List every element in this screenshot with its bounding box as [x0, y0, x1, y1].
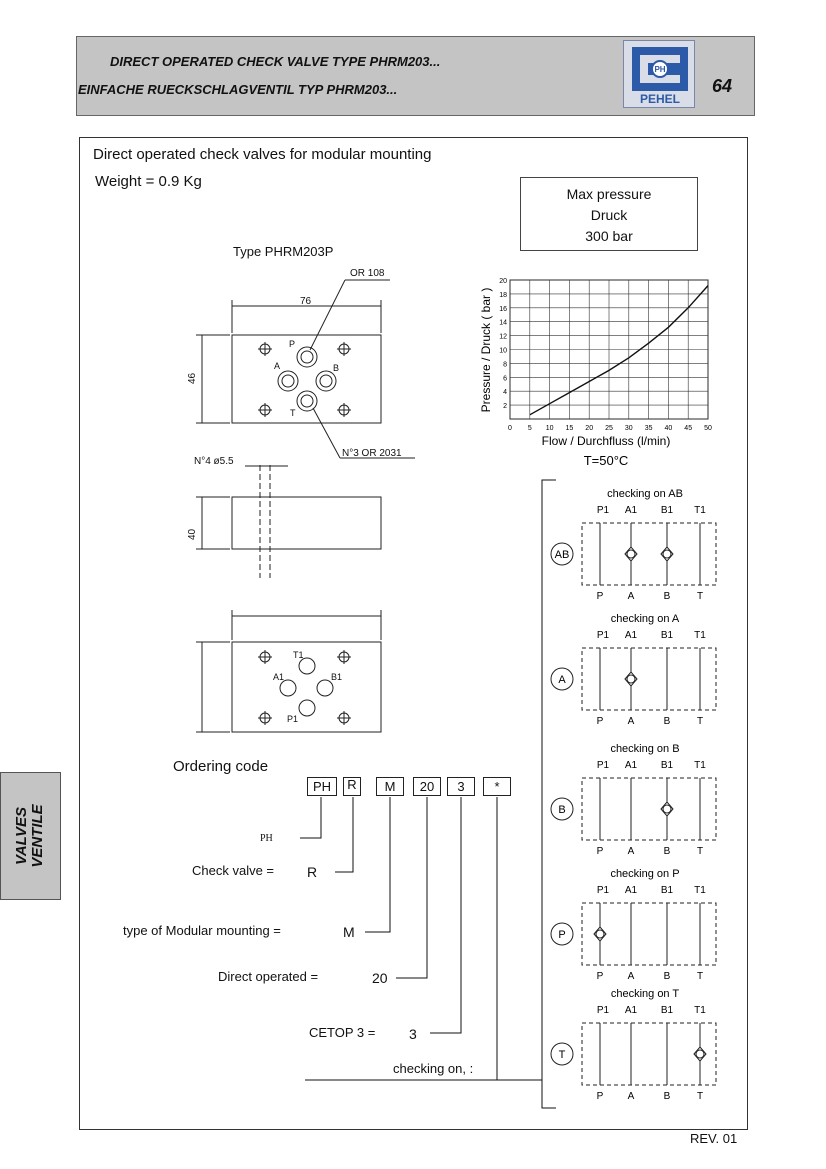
chart-x-tick-label: 20	[585, 425, 594, 432]
scheme-code-label: AB	[554, 549, 570, 561]
code-box-2: R	[343, 777, 361, 796]
scheme-port-bottom: A	[627, 846, 635, 857]
tab-line-1: VALVES	[13, 806, 30, 866]
port-a: A	[274, 361, 281, 371]
scheme-port-bottom: B	[663, 1091, 671, 1102]
scheme-port-bottom: T	[696, 846, 704, 857]
ordering-title: Ordering code	[173, 758, 269, 775]
port-t: T	[290, 408, 296, 418]
scheme-port-top: A1	[624, 630, 638, 641]
port-p: P	[289, 339, 296, 349]
scheme-b	[551, 743, 716, 857]
scheme-port-top: T1	[694, 630, 706, 641]
scheme-p	[551, 868, 716, 982]
scheme-port-bottom: P	[596, 971, 604, 982]
scheme-port-top: T1	[694, 885, 706, 896]
holes-label: N°4 ø5.5	[194, 456, 234, 467]
scheme-port-top: B1	[660, 630, 674, 641]
type-label: Type PHRM203P	[233, 244, 334, 259]
weight-label: Weight = 0.9 Kg	[95, 173, 202, 190]
chart-x-tick-label: 45	[684, 425, 693, 432]
scheme-port-bottom: P	[596, 591, 604, 602]
chart-x-axis-label: Flow / Durchfluss (l/min)	[541, 434, 671, 448]
scheme-port-top: T1	[694, 505, 706, 516]
scheme-port-bottom: A	[627, 716, 635, 727]
scheme-port-bottom: T	[696, 716, 704, 727]
revision-label: REV. 01	[690, 1131, 738, 1146]
chart-x-tick-label: 0	[508, 425, 512, 432]
check-valve-ball	[696, 1050, 704, 1058]
port-b1: B1	[331, 672, 343, 682]
oring-top-label: OR 108	[350, 268, 385, 279]
scheme-title: checking on P	[610, 868, 680, 880]
order-value-20: 20	[372, 970, 388, 986]
chart-y-tick-label: 6	[503, 375, 507, 383]
header-title-de: EINFACHE RUECKSCHLAGVENTIL TYP PHRM203...	[78, 82, 398, 97]
scheme-port-top: P1	[596, 630, 610, 641]
scheme-port-top: P1	[596, 760, 610, 771]
scheme-port-top: B1	[660, 1005, 674, 1016]
scheme-code-label: T	[558, 1049, 566, 1061]
scheme-port-bottom: P	[596, 846, 604, 857]
pressure-line-3: 300 bar	[585, 228, 633, 244]
port-t1: T1	[293, 650, 304, 660]
tab-line-2: VENTILE	[29, 804, 46, 868]
scheme-port-top: A1	[624, 760, 638, 771]
scheme-port-bottom: B	[663, 971, 671, 982]
scheme-port-bottom: A	[627, 971, 635, 982]
chart-y-tick-label: 14	[499, 319, 507, 327]
code-box-1: PH	[307, 777, 337, 796]
scheme-port-top: T1	[694, 760, 706, 771]
code-box-4: 20	[413, 777, 441, 796]
scheme-port-bottom: T	[696, 591, 704, 602]
scheme-code-label: B	[558, 804, 566, 816]
chart-y-tick-label: 4	[503, 389, 507, 397]
scheme-code-label: P	[558, 929, 566, 941]
oring-bottom-label: N°3 OR 2031	[342, 448, 402, 459]
chart-y-tick-label: 10	[499, 347, 507, 355]
scheme-box	[582, 648, 716, 710]
chart-x-tick-label: 50	[704, 425, 712, 432]
scheme-port-top: P1	[596, 505, 610, 516]
scheme-port-bottom: P	[596, 716, 604, 727]
scheme-box	[582, 523, 716, 585]
chart-y-tick-label: 18	[499, 291, 507, 299]
code-box-3: M	[376, 777, 404, 796]
order-line-modular: type of Modular mounting =	[123, 923, 281, 938]
order-value-m: M	[343, 924, 355, 940]
scheme-title: checking on A	[610, 613, 680, 625]
chart-y-tick-label: 2	[503, 403, 507, 411]
pressure-line-2: Druck	[590, 207, 628, 223]
chart-y-tick-label: 8	[503, 361, 507, 369]
scheme-port-bottom: B	[663, 716, 671, 727]
check-valve-ball	[596, 930, 604, 938]
chart-x-tick-label: 35	[644, 425, 653, 432]
dim-height: 46	[187, 372, 198, 384]
scheme-port-top: A1	[624, 505, 638, 516]
scheme-port-bottom: B	[663, 846, 671, 857]
scheme-code-label: A	[558, 674, 566, 686]
scheme-port-bottom: A	[627, 591, 635, 602]
header-title-en: DIRECT OPERATED CHECK VALVE TYPE PHRM203...	[110, 54, 441, 69]
scheme-port-top: B1	[660, 760, 674, 771]
scheme-port-top: A1	[624, 1005, 638, 1016]
order-line-ph: PH	[260, 833, 273, 844]
chart-y-tick-label: 16	[499, 305, 507, 313]
chart-x-tick-label: 15	[565, 425, 574, 432]
order-line-checking: checking on, :	[393, 1061, 474, 1076]
scheme-port-top: T1	[694, 1005, 706, 1016]
order-line-cetop: CETOP 3 =	[309, 1025, 376, 1040]
chart-note: T=50°C	[583, 453, 629, 468]
logo-text: PEHEL	[639, 92, 681, 106]
scheme-t	[551, 988, 716, 1102]
dim-width: 76	[300, 296, 312, 307]
check-valve-ball	[627, 675, 635, 683]
order-value-r: R	[307, 864, 318, 880]
scheme-box	[582, 778, 716, 840]
port-a1: A1	[273, 672, 285, 682]
chart-x-tick-label: 30	[624, 425, 633, 432]
scheme-port-top: P1	[596, 885, 610, 896]
chart-y-axis-label: Pressure / Druck ( bar )	[479, 287, 493, 413]
chart-x-tick-label: 40	[664, 425, 673, 432]
scheme-port-top: P1	[596, 1005, 610, 1016]
logo-mark: PH	[654, 65, 666, 74]
scheme-ab	[551, 488, 716, 602]
chart-x-tick-label: 10	[545, 425, 554, 432]
chart-y-tick-label: 12	[499, 333, 507, 341]
chart-y-tick-label: 20	[499, 278, 507, 285]
scheme-title: checking on T	[610, 988, 680, 1000]
scheme-port-bottom: A	[627, 1091, 635, 1102]
scheme-port-bottom: B	[663, 591, 671, 602]
port-b: B	[333, 363, 340, 373]
scheme-port-bottom: T	[696, 1091, 704, 1102]
order-line-direct: Direct operated =	[218, 969, 319, 984]
chart-x-tick-label: 5	[527, 425, 532, 432]
dim-thickness: 40	[187, 528, 198, 540]
code-box-5: 3	[447, 777, 475, 796]
scheme-port-bottom: P	[596, 1091, 604, 1102]
scheme-a	[551, 613, 716, 727]
scheme-title: checking on B	[610, 743, 680, 755]
pressure-line-1: Max pressure	[566, 186, 652, 202]
code-box-6: *	[483, 777, 511, 796]
scheme-title: checking on AB	[607, 488, 683, 500]
scheme-port-top: A1	[624, 885, 638, 896]
order-line-check-valve: Check valve =	[192, 863, 275, 878]
check-valve-ball	[627, 550, 635, 558]
check-valve-ball	[663, 550, 671, 558]
chart-x-tick-label: 25	[605, 425, 613, 432]
page-number: 64	[712, 76, 733, 96]
port-p1: P1	[287, 714, 299, 724]
check-valve-ball	[663, 805, 671, 813]
order-value-3: 3	[409, 1026, 417, 1042]
scheme-port-bottom: T	[696, 971, 704, 982]
scheme-port-top: B1	[660, 885, 674, 896]
scheme-port-top: B1	[660, 505, 674, 516]
intro-heading: Direct operated check valves for modular mounting	[93, 146, 432, 163]
